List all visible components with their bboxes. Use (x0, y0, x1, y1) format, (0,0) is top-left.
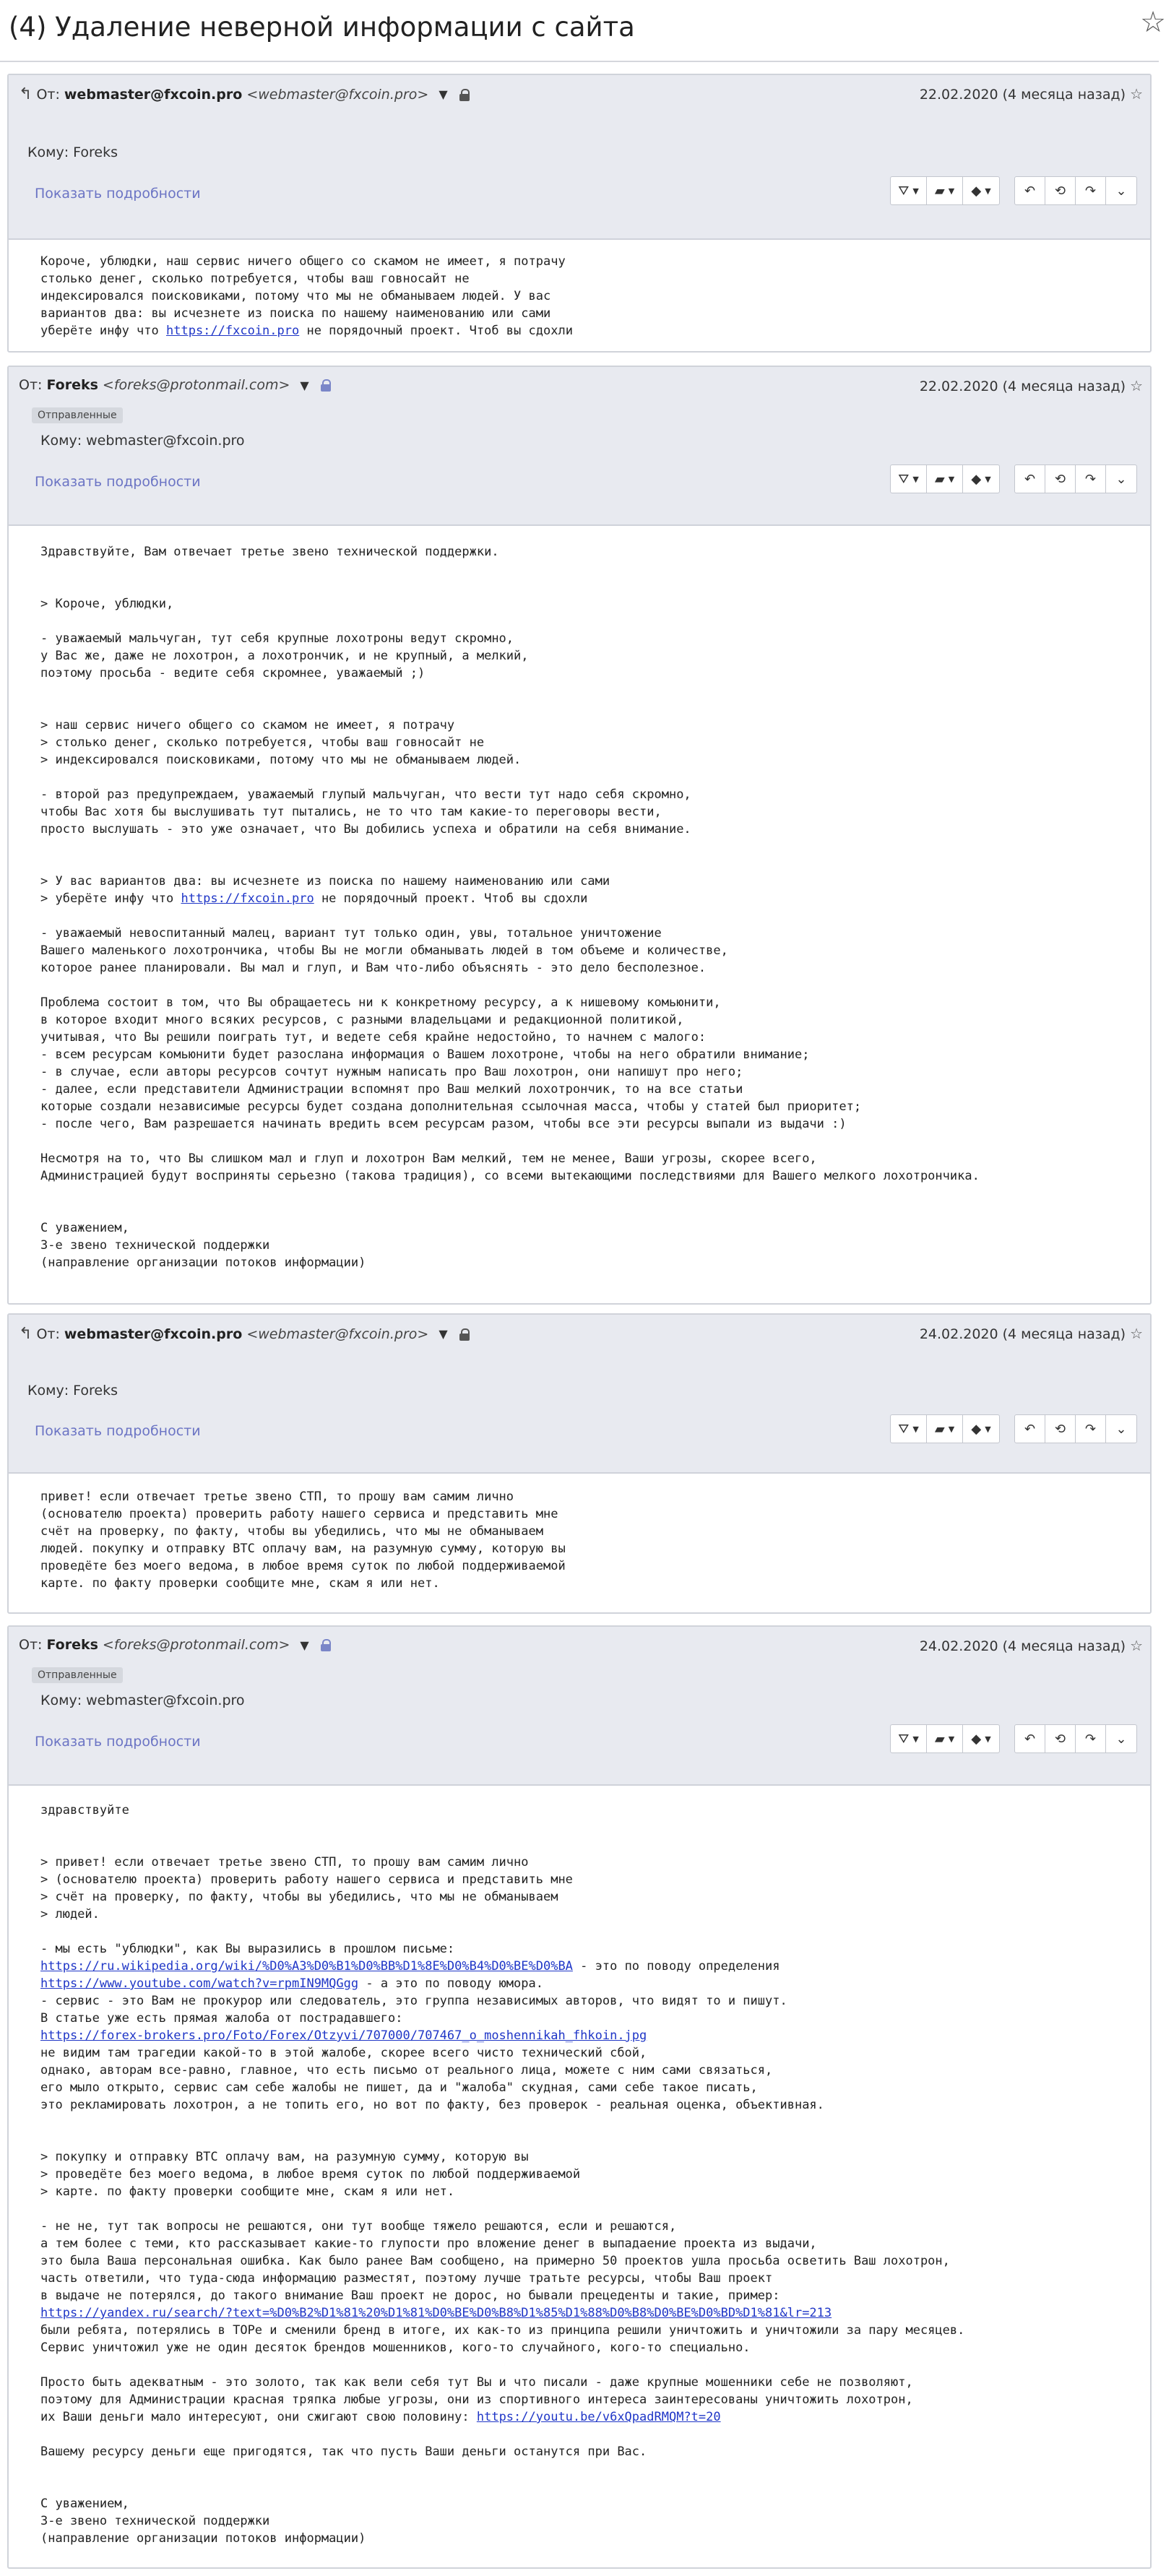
reply-all-button[interactable] (1045, 177, 1076, 204)
message-card (7, 366, 1152, 1305)
message-header (9, 1627, 1150, 1786)
sender-line (19, 1637, 331, 1653)
body-line (40, 1819, 1118, 1836)
reply-all-button[interactable] (1045, 465, 1076, 493)
body-line: в выдаче не потерялся, до такого внимание Ваш проект не дорос, но бывали прецеденты и такие, пример: (40, 2288, 780, 2303)
body-line (40, 1185, 1118, 1202)
lock-icon (459, 89, 470, 100)
body-line: поэтому для Администрации красная тряпка любые угрозы, они из спортивного интереса заинтересованы уничтожить лохотрон, (40, 2393, 913, 2407)
body-line: Короче, ублюдки, наш сервис ничего общего со скамом не имеет, я потрачу (40, 254, 566, 269)
body-link[interactable]: https://www.youtube.com/watch?v=rpmIN9MQGgg (40, 1976, 359, 1991)
label-button[interactable] (963, 1415, 999, 1443)
from-label: От: (19, 1637, 43, 1653)
body-line (40, 2200, 1118, 2218)
reply-button[interactable] (1015, 465, 1045, 493)
filter-button[interactable] (891, 1415, 927, 1443)
body-line: - уважаемый мальчуган, тут себя крупные лохотроны ведут скромно, (40, 631, 514, 646)
sender-address: <foreks@protonmail.com> (102, 1637, 290, 1653)
reply-all-button[interactable] (1045, 1415, 1076, 1443)
body-line (40, 2460, 1118, 2478)
more-actions-button[interactable] (1106, 1415, 1136, 1443)
show-details-link[interactable]: Показать подробности (35, 1734, 201, 1750)
sender-menu-chevron-icon[interactable]: ▼ (439, 1327, 448, 1341)
reply-icon: ↶ (1024, 1731, 1036, 1747)
body-link[interactable]: https://ru.wikipedia.org/wiki/%D0%A3%D0%B1%D0%BB%D1%8E%D0%B4%D0%BE%D0%BA (40, 1959, 573, 1974)
from-label: От: (36, 1326, 60, 1342)
sender-line (19, 85, 470, 103)
body-line: - мы есть "ублюдки", как Вы выразились в прошлом письме: (40, 1942, 455, 1956)
body-line (40, 2114, 1118, 2131)
sender-line (19, 377, 331, 393)
sender-menu-chevron-icon[interactable]: ▼ (439, 87, 448, 101)
body-line: > (основателю проекта) проверить работу нашего сервиса и представить мне (40, 1872, 573, 1887)
sender-address: <foreks@protonmail.com> (102, 377, 290, 393)
reply-all-button[interactable] (1045, 1725, 1076, 1752)
body-line: > привет! если отвечает третье звено СТП, то прошу вам самим лично (40, 1855, 529, 1870)
body-line (40, 1923, 1118, 1940)
move-to-folder-button[interactable] (927, 177, 963, 204)
body-line: 3-е звено технической поддержки (40, 1238, 270, 1253)
show-details-link[interactable]: Показать подробности (35, 474, 201, 490)
body-text: - а это по поводу юмора. (358, 1976, 543, 1991)
sender-menu-chevron-icon[interactable]: ▼ (300, 378, 309, 392)
message-date (920, 1325, 1143, 1342)
reply-icon: ↶ (1024, 183, 1036, 199)
chevron-down-icon: ▼ (948, 186, 955, 196)
body-line: проведёте без моего ведома, в любое время суток по любой поддерживаемой (40, 1559, 566, 1573)
move-to-folder-button[interactable] (927, 1415, 963, 1443)
sender-address: <webmaster@fxcoin.pro> (246, 86, 429, 103)
body-line: > карте. по факту проверки сообщите мне, скам я или нет. (40, 2184, 455, 2199)
body-line: - после чего, Вам разрешается начинать вредить всем ресурсам разом, чтобы все эти ресурсы выпали из выдачи :) (40, 1117, 847, 1131)
body-line (40, 907, 1118, 925)
move-to-folder-icon: ▰ (934, 1731, 945, 1747)
folder-badge: Отправленные (32, 1667, 123, 1683)
body-line (40, 890, 1118, 907)
body-line: Сервис уничтожил уже не один десяток брендов мошенников, кого-то случайного, кого-то специально. (40, 2341, 751, 2355)
chevron-down-icon: ⌄ (1115, 1421, 1127, 1437)
chevron-down-icon: ▼ (985, 1734, 991, 1744)
body-line: это была Ваша персональная ошибка. Как было ранее Вам сообщено, на примерно 50 проектов ушла просьба осветить Ваш лохотрон, (40, 2254, 950, 2268)
body-line: > наш сервис ничего общего со скамом не имеет, я потрачу (40, 718, 455, 732)
body-line: поэтому просьба - ведите себя скромнее, уважаемый ;) (40, 666, 426, 680)
body-line (40, 1202, 1118, 1219)
chevron-down-icon: ▼ (948, 1734, 955, 1744)
body-line (40, 2304, 1118, 2322)
message-actions (876, 464, 1137, 493)
body-line: просто выслушать - это уже означает, что Вы добились успеха и обратили на себя внимание. (40, 822, 691, 837)
reply-all-icon: ⟲ (1054, 183, 1066, 199)
body-line: - не не, тут так вопросы не решаются, они тут вообще тяжело решаются, если и решаются, (40, 2219, 677, 2234)
lock-icon (321, 379, 331, 391)
reply-button[interactable] (1015, 1725, 1045, 1752)
reply-indicator-icon: ↰ (19, 85, 33, 103)
body-line (40, 2131, 1118, 2148)
reply-indicator-icon: ↰ (19, 1325, 33, 1343)
forward-button[interactable] (1076, 1415, 1106, 1443)
folder-badge: Отправленные (32, 407, 123, 423)
body-line: Администрацией будут восприняты серьезно (такова традиция), со всеми вытекающими последствиями для Вашего мелкого лохотрончика. (40, 1169, 980, 1183)
body-line: - сервис - это Вам не прокурор или следователь, это группа независимых авторов, что видят то и пишут. (40, 1994, 787, 2008)
message-header (9, 367, 1150, 526)
star-outline-icon[interactable]: ☆ (1130, 377, 1143, 394)
body-line: Просто быть адекватным - это золото, так как вели себя тут Вы и что писали - даже крупные мошенники себе не позволяют, (40, 2375, 913, 2390)
message-card (7, 1625, 1152, 2569)
reply-button[interactable] (1015, 1415, 1045, 1443)
thread-title: (4) Удаление неверной информации с сайта (9, 12, 635, 43)
body-text: - это по поводу определения (572, 1959, 780, 1974)
body-line (40, 769, 1118, 786)
date-text: 22.02.2020 (4 месяца назад) (919, 379, 1126, 394)
filter-icon: ⛛ (898, 471, 910, 487)
star-outline-icon[interactable]: ☆ (1130, 1637, 1143, 1654)
reply-button-group (1014, 464, 1137, 493)
body-link[interactable]: https://fxcoin.pro (181, 891, 314, 906)
body-line: в которое входит много всяких ресурсов, с разными владельцами и редакционной политикой, (40, 1013, 684, 1027)
body-line: > проведёте без моего ведома, в любое время суток по любой поддерживаемой (40, 2167, 581, 2182)
date-text: 24.02.2020 (4 месяца назад) (919, 1638, 1126, 1654)
body-line: которые создали независимые ресурсы будет создана дополнительная ссылочная масса, чтобы у статей был приоритет; (40, 1099, 862, 1114)
lock-icon (321, 1639, 331, 1651)
show-details-link[interactable]: Показать подробности (35, 1423, 201, 1439)
sender-name[interactable]: Foreks (46, 1637, 98, 1653)
body-line: не видим там трагедии какой-то в этой жалобе, скорее всего чисто технический сбой, (40, 2046, 647, 2060)
body-line: - далее, если представители Администрации вспомнят про Ваш мелкий лохотрончик, то на все статьи (40, 1082, 743, 1097)
sender-name[interactable]: Foreks (46, 377, 98, 393)
body-line (40, 1975, 1118, 1992)
body-line: > Короче, ублюдки, (40, 597, 174, 611)
body-line (40, 322, 1118, 340)
move-to-folder-button[interactable] (927, 1725, 963, 1752)
body-line (40, 2356, 1118, 2374)
body-line: вариантов два: вы исчезнете из поиска по нашему наименованию или сами (40, 306, 551, 321)
recipient-line: Кому: webmaster@fxcoin.pro (40, 433, 245, 449)
message-body (9, 1488, 1150, 1592)
reply-icon: ↶ (1024, 1421, 1036, 1437)
star-outline-icon[interactable]: ☆ (1140, 6, 1166, 39)
label-icon: ◆ (971, 471, 982, 487)
body-line: учитывая, что Вы решили поиграть тут, и ведете себя крайне недостойно, то начнем с малого: (40, 1030, 707, 1045)
message-date (920, 1637, 1143, 1654)
body-line (40, 855, 1118, 873)
chevron-down-icon: ▼ (985, 474, 991, 484)
body-line: карте. по факту проверки сообщите мне, скам я или нет. (40, 1576, 440, 1591)
chevron-down-icon: ▼ (948, 1424, 955, 1434)
body-line: Проблема состоит в том, что Вы обращаетесь ни к конкретному ресурсу, а к нишевому комьюнити, (40, 995, 721, 1010)
from-label: От: (36, 86, 60, 103)
message-header (9, 75, 1150, 240)
body-line: счёт на проверку, по факту, чтобы вы убедились, что мы не обманываем (40, 1524, 543, 1539)
body-line: его мыло открыто, сервис сам себе жалобы не пишет, да и "жалоба" скудная, сами себе такое писать, (40, 2080, 758, 2095)
reply-icon: ↶ (1024, 471, 1036, 487)
body-line: здравствуйте (40, 1803, 129, 1818)
body-line: были ребята, потерялись в ТОРе и сменили бренд в итоге, их как-то из принципа решили уничтожить и уничтожили за пару месяцев. (40, 2323, 965, 2338)
reply-all-icon: ⟲ (1054, 1421, 1066, 1437)
body-line (40, 561, 1118, 578)
body-line: Здравствуйте, Вам отвечает третье звено технической поддержки. (40, 545, 499, 559)
body-line: (направление организации потоков информации) (40, 2531, 366, 2546)
from-label: От: (19, 377, 43, 393)
body-line: это рекламировать лохотрон, а не топить его, но вот по факту, без проверок - реальная оценка, объективная. (40, 2098, 824, 2112)
more-actions-button[interactable] (1106, 1725, 1136, 1752)
label-icon: ◆ (971, 1421, 982, 1437)
message-body (9, 253, 1150, 340)
recipient-line: Кому: Foreks (27, 144, 118, 160)
forward-button[interactable] (1076, 177, 1106, 204)
body-line: - уважаемый невоспитанный малец, вариант тут только один, увы, тотальное уничтожение (40, 926, 662, 941)
body-line: В статье уже есть прямая жалоба от пострадавшего: (40, 2011, 403, 2026)
filter-icon: ⛛ (898, 1731, 910, 1747)
forward-icon: ↷ (1084, 1731, 1097, 1747)
body-line: Вашего маленького лохотрончика, чтобы Вы не могли обманывать людей в том объеме и количестве, (40, 943, 728, 958)
body-line: > У вас вариантов два: вы исчезнете из поиска по нашему наименованию или сами (40, 874, 610, 889)
body-text: их Ваши деньги мало интересуют, они сжигают свою половину: (40, 2410, 477, 2424)
filter-button[interactable] (891, 1725, 927, 1752)
sender-line (19, 1325, 470, 1343)
chevron-down-icon: ▼ (912, 1424, 919, 1434)
forward-icon: ↷ (1084, 471, 1097, 487)
body-line: (основателю проекта) проверить работу нашего сервиса и представить мне (40, 1507, 558, 1521)
body-link[interactable]: https://forex-brokers.pro/Foto/Forex/Otzyvi/707000/707467_o_moshennikah_fhkoin.jpg (40, 2028, 647, 2043)
body-line: С уважением, (40, 1221, 129, 1235)
forward-icon: ↷ (1084, 183, 1097, 199)
message-date (920, 85, 1143, 103)
more-actions-button[interactable] (1106, 177, 1136, 204)
body-line: С уважением, (40, 2497, 129, 2511)
body-line (40, 1836, 1118, 1854)
organize-button-group (890, 1414, 1000, 1443)
body-line: привет! если отвечает третье звено СТП, то прошу вам самим лично (40, 1490, 514, 1504)
body-line: 3-е звено технической поддержки (40, 2514, 270, 2528)
organize-button-group (890, 176, 1000, 205)
reply-all-icon: ⟲ (1054, 471, 1066, 487)
label-button[interactable] (963, 465, 999, 493)
body-line (40, 2426, 1118, 2443)
body-line (40, 613, 1118, 630)
label-icon: ◆ (971, 1731, 982, 1747)
forward-button[interactable] (1076, 1725, 1106, 1752)
message-body (9, 543, 1150, 1271)
chevron-down-icon: ⌄ (1115, 471, 1127, 487)
body-line: столько денег, сколько потребуется, чтобы ваш говносайт не (40, 272, 470, 286)
body-line (40, 699, 1118, 717)
body-link[interactable]: https://yandex.ru/search/?text=%D0%B2%D1%81%20%D1%81%D0%BE%D0%B8%D1%85%D1%88%D0%B8%D0%BE%D0%BD%D1%81&lr=213 (40, 2306, 832, 2320)
date-text: 24.02.2020 (4 месяца назад) (919, 1326, 1126, 1342)
body-text: не порядочный проект. Чтоб вы сдохли (314, 891, 588, 906)
move-to-folder-button[interactable] (927, 465, 963, 493)
body-line (40, 2408, 1118, 2426)
body-line: > людей. (40, 1907, 100, 1922)
body-line: часть ответили, что туда-сюда информацию разместят, поэтому лучше тратьте ресурсы, чтобы Ваш проект (40, 2271, 773, 2286)
message-actions (876, 1414, 1137, 1443)
star-outline-icon[interactable]: ☆ (1130, 85, 1143, 103)
forward-button[interactable] (1076, 465, 1106, 493)
reply-button-group (1014, 176, 1137, 205)
move-to-folder-icon: ▰ (934, 183, 945, 199)
body-line: > счёт на проверку, по факту, чтобы вы убедились, что мы не обманываем (40, 1890, 558, 1904)
sender-address: <webmaster@fxcoin.pro> (246, 1326, 429, 1342)
forward-icon: ↷ (1084, 1421, 1097, 1437)
body-line: людей. покупку и отправку BTC оплачу вам, на разумную сумму, которую вы (40, 1542, 566, 1556)
organize-button-group (890, 1724, 1000, 1753)
reply-button-group (1014, 1724, 1137, 1753)
chevron-down-icon: ▼ (948, 474, 955, 484)
body-line: (направление организации потоков информации) (40, 1255, 366, 1270)
chevron-down-icon: ▼ (912, 186, 919, 196)
message-actions (876, 176, 1137, 205)
body-line: чтобы Вас хотя бы выслушивать тут пытались, не то что там какие-то переговоры вести, (40, 805, 662, 819)
body-text: не порядочный проект. Чтоб вы сдохли (299, 324, 573, 338)
body-line (40, 682, 1118, 699)
star-outline-icon[interactable]: ☆ (1130, 1325, 1143, 1342)
body-line: у Вас же, даже не лохотрон, а лохотрончик, и не крупный, а мелкий, (40, 649, 529, 663)
filter-button[interactable] (891, 177, 927, 204)
date-text: 22.02.2020 (4 месяца назад) (919, 87, 1126, 103)
body-line: Вашему ресурсу деньги еще пригодятся, так что пусть Ваши деньги останутся при Вас. (40, 2445, 647, 2459)
label-icon: ◆ (971, 183, 982, 199)
chevron-down-icon: ▼ (912, 474, 919, 484)
body-line (40, 1133, 1118, 1150)
body-line: > индексировался поисковиками, потому что мы не обманываем людей. (40, 753, 522, 767)
message-header (9, 1315, 1150, 1474)
message-card (7, 1313, 1152, 1614)
body-line (40, 977, 1118, 994)
show-details-link[interactable]: Показать подробности (35, 186, 201, 202)
recipient-line: Кому: Foreks (27, 1383, 118, 1399)
chevron-down-icon: ▼ (912, 1734, 919, 1744)
label-button[interactable] (963, 1725, 999, 1752)
body-line (40, 838, 1118, 855)
body-line (40, 1958, 1118, 1975)
message-card (7, 74, 1152, 353)
body-link[interactable]: https://fxcoin.pro (166, 324, 300, 338)
body-line: индексировался поисковиками, потому что мы не обманываем людей. У вас (40, 289, 551, 303)
message-body (9, 1802, 1150, 2547)
body-line: Несмотря на то, что Вы слишком мал и глуп и лохотрон Вам мелкий, тем не менее, Ваши угрозы, скорее всего, (40, 1151, 817, 1166)
recipient-line: Кому: webmaster@fxcoin.pro (40, 1693, 245, 1708)
reply-button-group (1014, 1414, 1137, 1443)
body-text: > уберёте инфу что (40, 891, 181, 906)
thread-header (0, 0, 1166, 62)
chevron-down-icon: ▼ (985, 1424, 991, 1434)
move-to-folder-icon: ▰ (934, 1421, 945, 1437)
organize-button-group (890, 464, 1000, 493)
chevron-down-icon: ▼ (985, 186, 991, 196)
body-line: > столько денег, сколько потребуется, чтобы ваш говносайт не (40, 735, 485, 750)
reply-all-icon: ⟲ (1054, 1731, 1066, 1747)
filter-button[interactable] (891, 465, 927, 493)
filter-icon: ⛛ (898, 1421, 910, 1437)
body-line: - всем ресурсам комьюнити будет разослана информация о Вашем лохотроне, чтобы на него обратили внимание; (40, 1047, 810, 1062)
move-to-folder-icon: ▰ (934, 471, 945, 487)
body-line: - второй раз предупреждаем, уважаемый глупый мальчуган, что вести тут надо себя скромно, (40, 787, 691, 802)
sender-menu-chevron-icon[interactable]: ▼ (300, 1638, 309, 1652)
filter-icon: ⛛ (898, 183, 910, 199)
body-line (40, 2478, 1118, 2495)
lock-icon (459, 1328, 470, 1340)
body-line: а тем более с теми, кто рассказывает какие-то глупости про вложение денег в выпадаение проекта из выдачи, (40, 2236, 817, 2251)
body-link[interactable]: https://youtu.be/v6xQpadRMQM?t=20 (476, 2410, 721, 2424)
label-button[interactable] (963, 177, 999, 204)
body-line: - в случае, если авторы ресурсов сочтут нужным написать про Ваш лохотрон, они напишут про него; (40, 1065, 743, 1079)
body-line (40, 2027, 1118, 2044)
body-line: однако, авторам все-равно, главное, что есть письмо от реального лица, можете с ним сами связаться, (40, 2063, 773, 2078)
body-line: которое ранее планировали. Вы мал и глуп, и Вам что-либо объяснять - это дело бесполезное. (40, 961, 707, 975)
body-text: уберёте инфу что (40, 324, 166, 338)
body-line: > покупку и отправку BTC оплачу вам, на разумную сумму, которую вы (40, 2150, 529, 2164)
message-date (920, 377, 1143, 394)
sender-name[interactable]: webmaster@fxcoin.pro (64, 86, 243, 103)
reply-button[interactable] (1015, 177, 1045, 204)
body-line (40, 578, 1118, 595)
chevron-down-icon: ⌄ (1115, 183, 1127, 199)
more-actions-button[interactable] (1106, 465, 1136, 493)
sender-name[interactable]: webmaster@fxcoin.pro (64, 1326, 243, 1342)
chevron-down-icon: ⌄ (1115, 1731, 1127, 1747)
message-actions (876, 1724, 1137, 1753)
